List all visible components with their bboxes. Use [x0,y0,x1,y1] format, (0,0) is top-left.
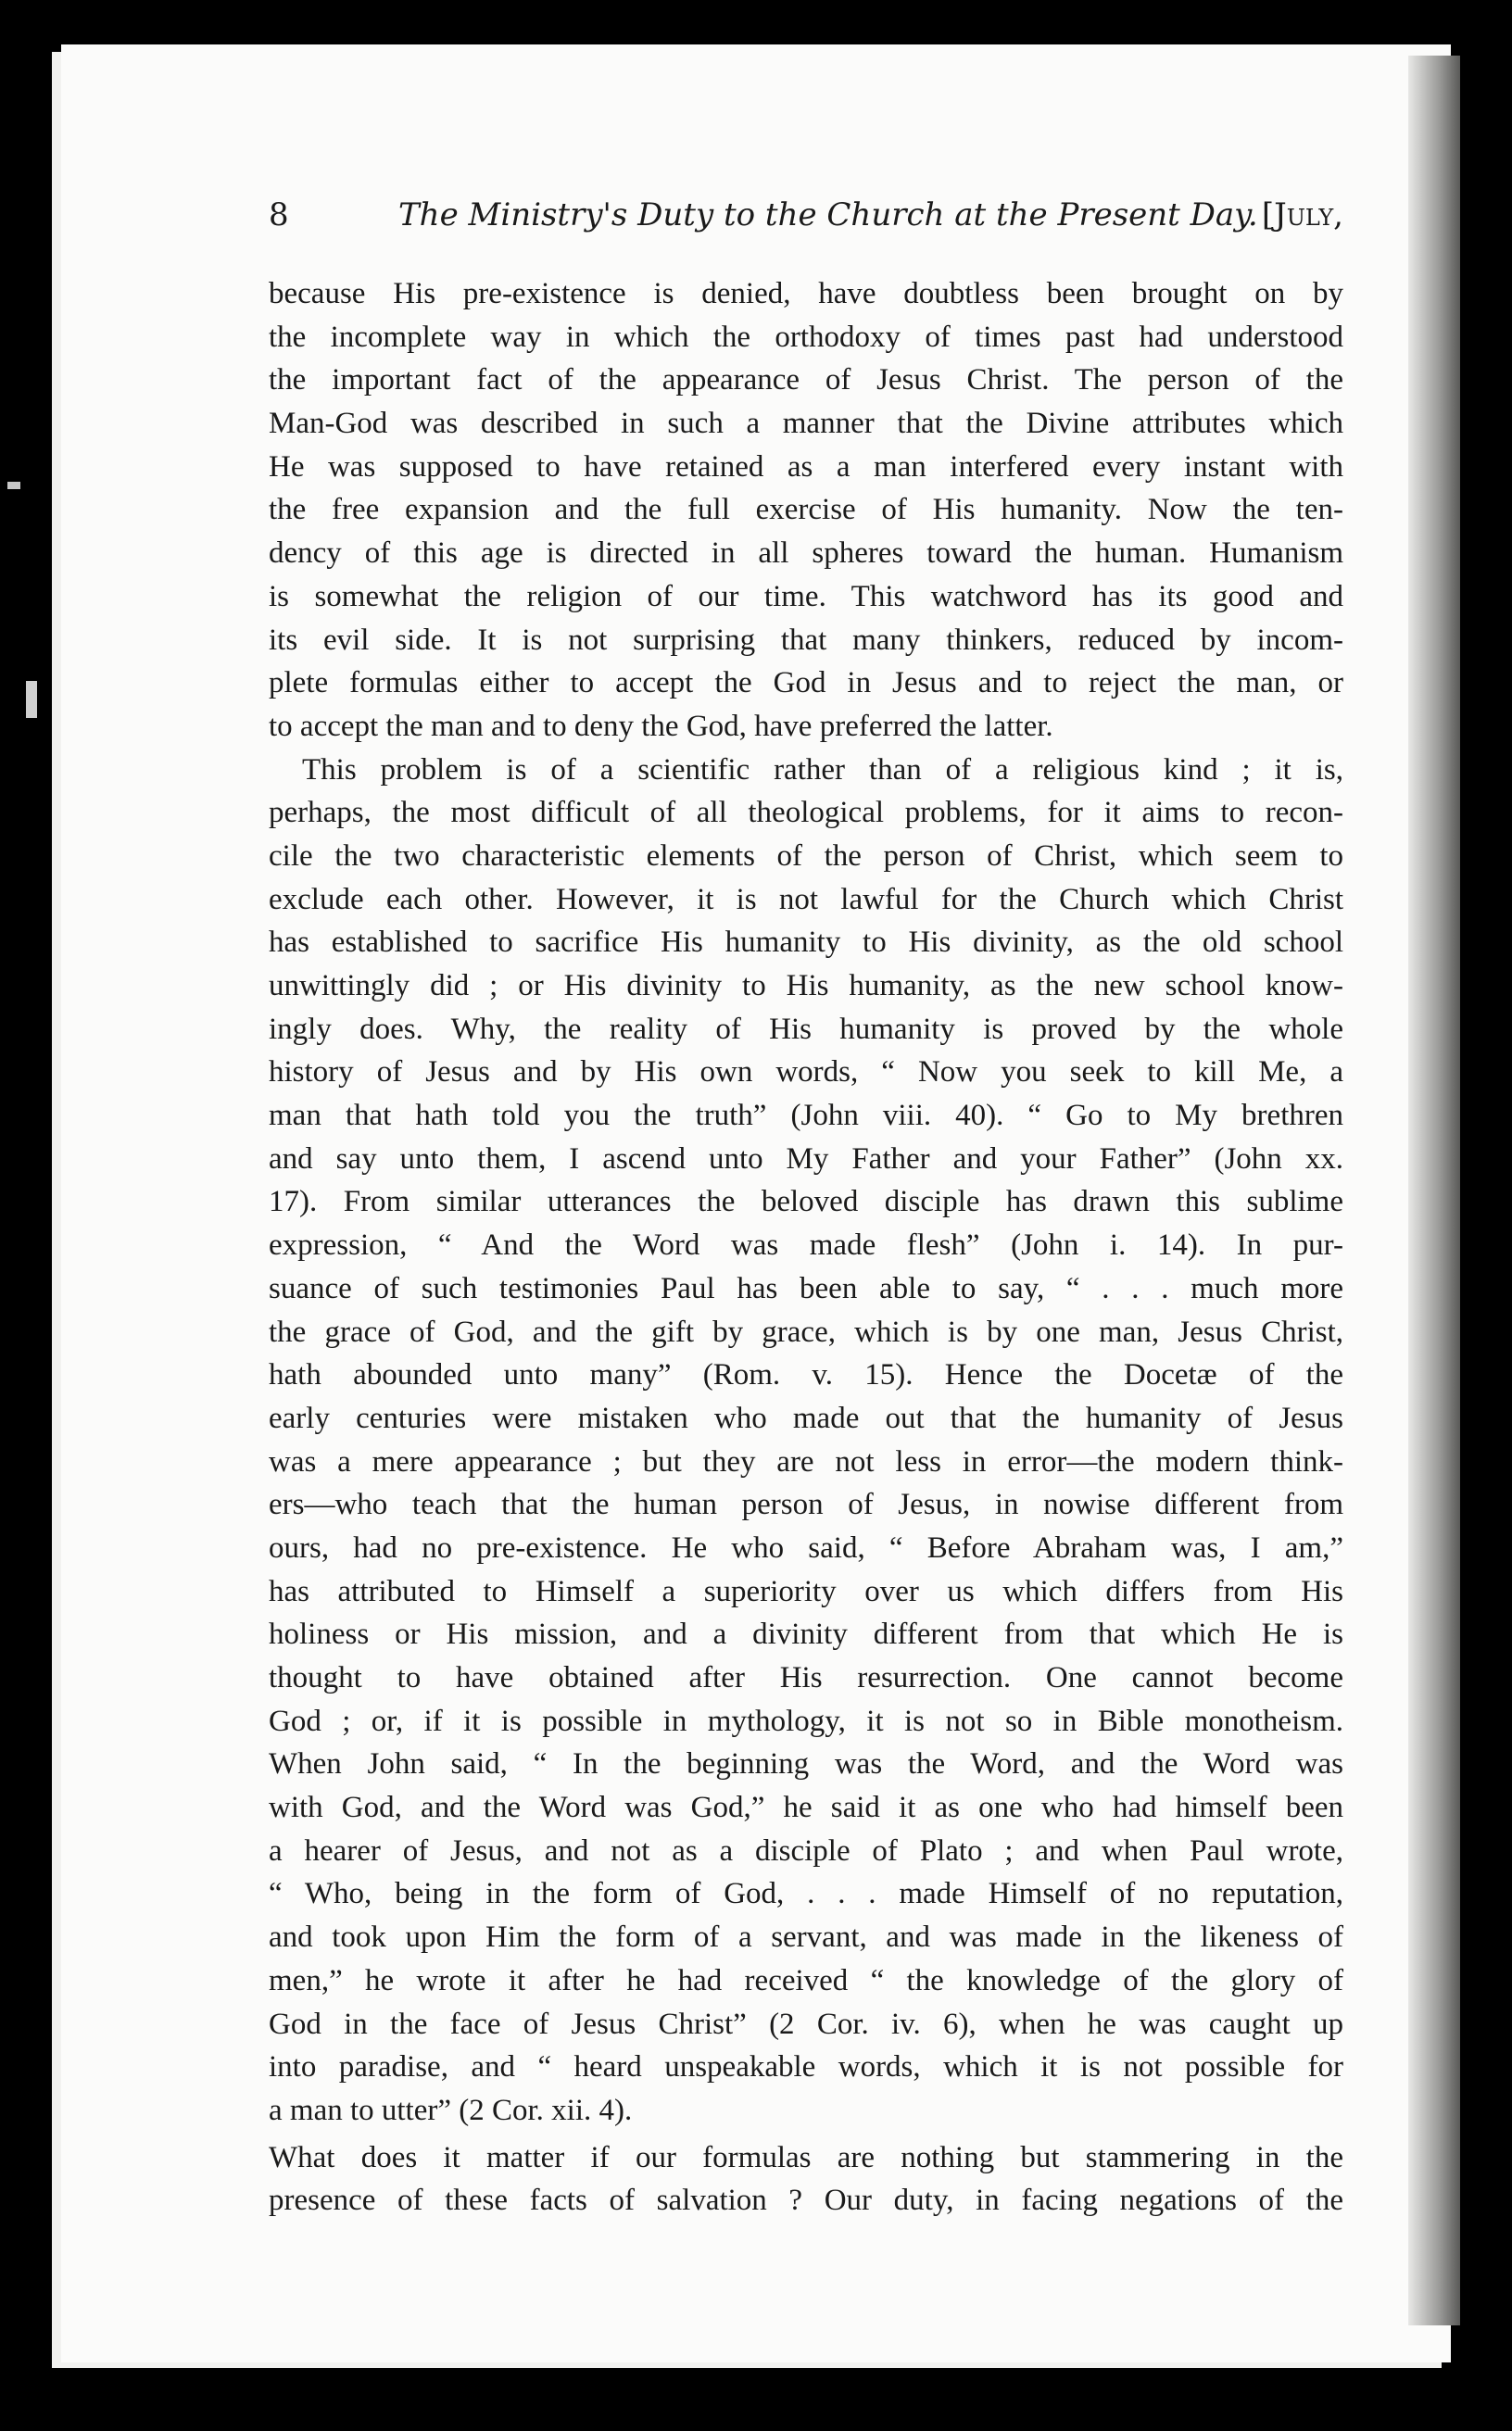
text-line: history of Jesus and by His own words, “ Now you seek to kill Me, a [269,1055,1343,1090]
running-header [269,196,1343,252]
text-line: expression, “ And the Word was made flesh” (John i. 14). In pur- [269,1228,1343,1263]
text-line: hath abounded unto many” (Rom. v. 15). Hence the Docetæ of the [269,1358,1343,1392]
text-line: a hearer of Jesus, and not as a disciple of Plato ; and when Paul wrote, [269,1833,1343,1868]
text-line: has attributed to Himself a superiority over us which differs from His [269,1574,1343,1608]
text-line: the free expansion and the full exercise of His humanity. Now the ten- [269,493,1343,527]
text-line: He was supposed to have retained as a man interfered every instant with [269,449,1343,484]
text-line: What does it matter if our formulas are nothing but stammering in the [269,2140,1343,2174]
text-line: plete formulas either to accept the God in Jesus and to reject the man, or [269,666,1343,700]
text-line: ours, had no pre-existence. He who said, “ Before Abraham was, I am,” [269,1530,1343,1565]
text-line: ers—who teach that the human person of Jesus, in nowise different from [269,1488,1343,1522]
text-line: presence of these facts of salvation ? Our duty, in facing negations of the [269,2184,1343,2218]
running-title: The Ministry's Duty to the Church at the Present Day. [398,196,1258,233]
text-line: early centuries were mistaken who made out that the humanity of Jesus [269,1401,1343,1435]
text-line: the grace of God, and the gift by grace, which is by one man, Jesus Christ, [269,1315,1343,1349]
text-line: Man-God was described in such a manner that the Divine attributes which [269,407,1343,441]
running-month: [July, [1261,196,1343,233]
text-line: thought to have obtained after His resurrection. One cannot become [269,1661,1343,1694]
text-line: When John said, “ In the beginning was the Word, and the Word was [269,1747,1343,1782]
text-line: “ Who, being in the form of God, . . . made Himself of no reputation, [269,1877,1343,1911]
text-line: unwittingly did ; or His divinity to His humanity, as the new school know- [269,969,1343,1002]
text-line: with God, and the Word was God,” he said it as one who had himself been [269,1791,1343,1825]
text-line: to accept the man and to deny the God, have preferred the latter. [269,709,1053,743]
text-line: 17). From similar utterances the beloved disciple has drawn this sublime [269,1185,1343,1219]
text-line: holiness or His mission, and a divinity different from that which He is [269,1618,1343,1652]
text-line: man that hath told you the truth” (John viii. 40). “ Go to My brethren [269,1099,1343,1133]
text-line: is somewhat the religion of our time. This watchword has its good and [269,579,1343,613]
text-line: men,” he wrote it after he had received “ the knowledge of the glory of [269,1963,1343,1997]
text-line: cile the two characteristic elements of the person of Christ, which seem to [269,838,1343,873]
page-number: 8 [269,196,289,233]
text-line: was a mere appearance ; but they are not less in error—the modern think- [269,1444,1343,1479]
text-line: has established to sacrifice His humanity to His divinity, as the old school [269,926,1343,960]
text-line: God ; or, if it is possible in mythology, it is not so in Bible monotheism. [269,1704,1343,1738]
text-line: because His pre-existence is denied, have doubtless been brought on by [269,277,1343,310]
text-line: ingly does. Why, the reality of His humanity is proved by the whole [269,1012,1343,1046]
text-line: into paradise, and “ heard unspeakable words, which it is not possible for [269,2050,1343,2085]
scan-artifact [7,482,20,489]
text-line: the incomplete way in which the orthodoxy of times past had understood [269,320,1343,354]
body-text [269,272,1343,2223]
text-line: dency of this age is directed in all spheres toward the human. Humanism [269,536,1343,571]
text-line: a man to utter” (2 Cor. xii. 4). [269,2093,633,2127]
text-line: suance of such testimonies Paul has been able to say, “ . . . much more [269,1271,1343,1305]
text-line: perhaps, the most difficult of all theological problems, for it aims to recon- [269,796,1343,830]
text-line: God in the face of Jesus Christ” (2 Cor. iv. 6), when he was caught up [269,2007,1343,2041]
scan-artifact [26,681,37,718]
page-gutter-shadow [1408,56,1460,2325]
text-line: This problem is of a scientific rather than of a religious kind ; it is, [302,752,1343,787]
text-line: its evil side. It is not surprising that many thinkers, reduced by incom- [269,623,1343,657]
text-line: exclude each other. However, it is not lawful for the Church which Christ [269,882,1343,916]
text-line: and say unto them, I ascend unto My Father and your Father” (John xx. [269,1141,1343,1176]
text-line: and took upon Him the form of a servant, and was made in the likeness of [269,1921,1343,1955]
text-line: the important fact of the appearance of Jesus Christ. The person of the [269,363,1343,397]
